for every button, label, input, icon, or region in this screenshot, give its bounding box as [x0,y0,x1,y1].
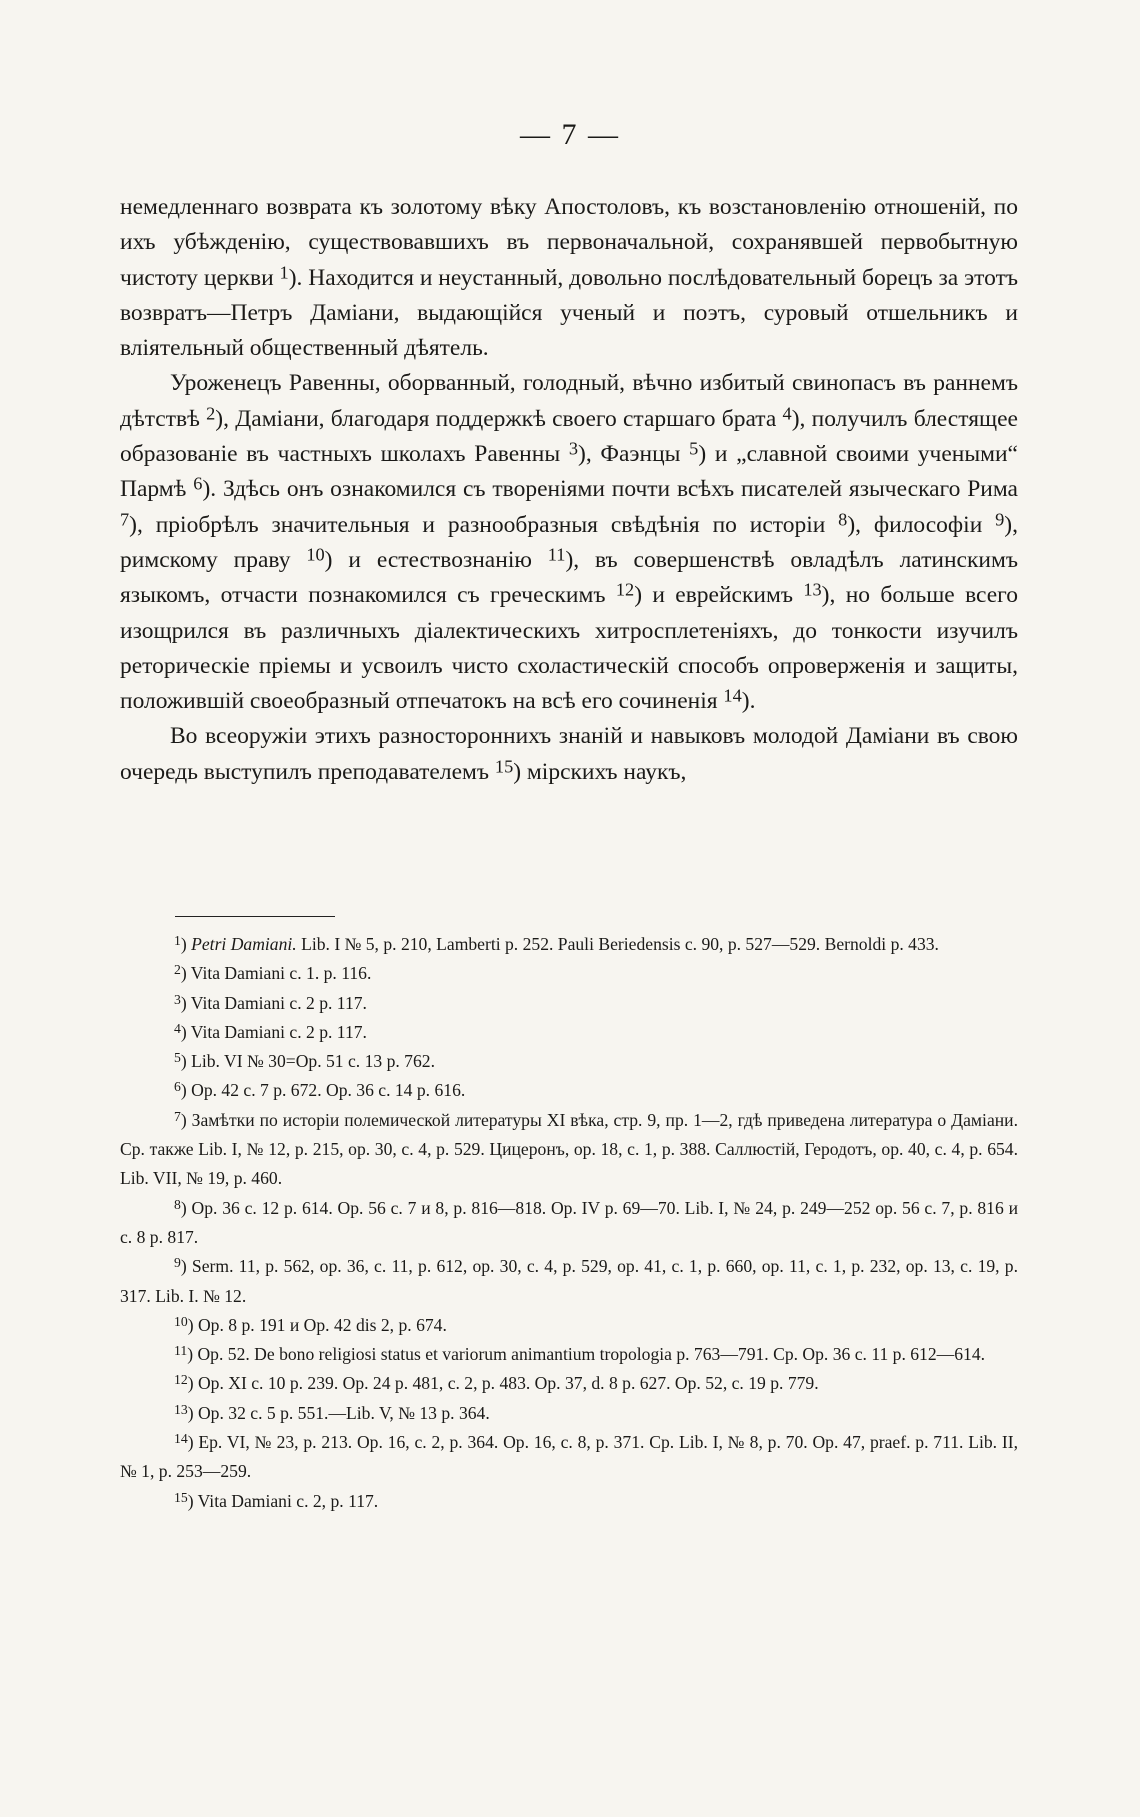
footnote-marker: 6 [193,473,203,494]
footnotes-block [120,930,1018,1516]
text-run: ). Здѣсь онъ ознакомился съ твореніями почти всѣхъ писателей языческаго Рима [202,476,1018,503]
text-run: ) Op. XI c. 10 p. 239. Op. 24 p. 481, c. 2, p. 483. Op. 37, d. 8 p. 627. Op. 52, c. 19 p. 779. [187,1373,819,1394]
footnote-marker: 10 [174,1314,188,1330]
footnote [120,1076,1018,1105]
text-run: ), римскому праву [120,511,1018,573]
text-run: ). [741,688,756,715]
footnote [120,959,1018,988]
footnote [120,989,1018,1018]
text-run: ), пріобрѣлъ значительныя и разнообразныя свѣдѣнія по исторіи [129,511,839,538]
footnote [120,930,1018,959]
footnote-marker: 1 [279,262,289,283]
footnote-marker: 15 [494,756,514,777]
text-run: ) Op. 42 c. 7 p. 672. Op. 36 c. 14 p. 616. [180,1080,466,1101]
text-run: ) [180,934,192,954]
footnote-marker: 3 [174,991,181,1007]
italic-text: Petri Damiani. [191,934,297,954]
footnote-marker: 7 [174,1108,181,1124]
footnote-marker: 13 [803,579,822,600]
text-run: ), но больше всего изощрился въ различныхъ діалектическихъ хитросплетеніяхъ, до тонкости изучилъ реторическіе пріемы и усвоилъ чисто схоластическій способъ опроверженія и защиты, положившій своеобразный отпечатокъ на всѣ его сочиненія [120,582,1018,715]
text-run: ). Находится и неустанный, довольно послѣдовательный борецъ за этотъ возвратъ—Петръ Даміани, выдающійся ученый и поэтъ, суровый отшельникъ и вліятельный общественный дѣятель. [120,264,1018,362]
footnote-marker: 7 [120,509,130,530]
footnote-marker: 12 [615,579,635,600]
text-run: ) и „славной своими учеными“ Пармѣ [120,441,1018,503]
footnote-divider [175,916,335,917]
text-run: ) Op. 36 c. 12 p. 614. Op. 56 c. 7 и 8, p. 816—818. Op. IV p. 69—70. Lib. I, № 24, p. 249—252 op. 56 c. 7, p. 816 и c. 8 p. 817. [120,1197,1018,1247]
text-run: ) Vita Damiani c. 1. p. 116. [180,963,372,984]
text-run: ) мірскихъ наукъ, [513,758,687,785]
footnote-marker: 8 [838,509,848,530]
text-run: ) Op. 32 c. 5 p. 551.—Lib. V, № 13 p. 364. [187,1402,490,1423]
footnote [120,1047,1018,1076]
text-run: ), Фаэнцы [578,441,690,468]
text-run: ) Vita Damiani c. 2 p. 117. [180,1021,367,1042]
footnote-marker: 1 [174,933,181,949]
text-run: ) и еврейскимъ [634,582,804,609]
footnote-marker: 6 [174,1079,181,1095]
text-run: ), въ совершенствѣ овладѣлъ латинскимъ языкомъ, отчасти познакомился съ греческимъ [120,546,1018,609]
footnote-marker: 15 [174,1489,188,1505]
text-run: ), Даміани, благодаря поддержкѣ своего старшаго брата [215,405,783,432]
footnote-marker: 10 [306,544,325,565]
footnote-marker: 13 [174,1401,188,1417]
footnote [120,1369,1018,1398]
footnote-marker: 14 [723,685,742,706]
text-run: ) Замѣтки по исторіи полемической литературы XI вѣка, стр. 9, пр. 1—2, гдѣ приведена литература о Даміани. Ср. также Lib. I, № 12, p. 215, op. 30, c. 4, p. 529. Цицеронъ, op. 18, c. 1, p. 388. Саллюстій, Геродотъ, op. 40, c. 4, p. 654. Lib. VII, № 19, p. 460. [120,1109,1018,1189]
footnote [120,1487,1018,1516]
footnote [120,1428,1018,1487]
footnote-marker: 2 [174,962,181,978]
text-run: ) Lib. VI № 30=Op. 51 c. 13 p. 762. [180,1051,435,1072]
footnote-marker: 9 [995,509,1005,530]
text-run: Уроженецъ Равенны, оборванный, голодный, вѣчно избитый свинопасъ въ раннемъ дѣтствѣ [120,370,1018,432]
text-run: ) и естествознанію [324,546,548,573]
footnote-marker: 2 [206,403,216,424]
footnote-marker: 5 [174,1050,181,1066]
text-run: ) Ep. VI, № 23, p. 213. Op. 16, c. 2, p. 364. Op. 16, c. 8, p. 371. Cp. Lib. I, № 8, p. 70. Op. 47, praef. p. 711. Lib. II, № 1, p. 253—259. [120,1432,1018,1482]
footnote-marker: 9 [174,1255,181,1271]
text-run: немедленнаго возврата къ золотому вѣку Апостоловъ, къ возстановленію отношеній, по ихъ убѣжденію, существовавшихъ въ первоначальной, сохранявшей первобытную чистоту церкви [120,194,1018,291]
footnote-marker: 12 [174,1372,188,1388]
text-run: Lib. I № 5, p. 210, Lamberti p. 252. Pauli Beriedensis c. 90, p. 527—529. Bernoldi p. 433. [296,934,939,954]
body-paragraph [120,719,1018,790]
footnote [120,1399,1018,1428]
footnote [120,1311,1018,1340]
footnote [120,1018,1018,1047]
text-run: ) Vita Damiani c. 2, p. 117. [187,1490,379,1511]
footnote-marker: 11 [174,1343,188,1359]
page-number: — 7 — [520,118,620,151]
text-run: ), получилъ блестящее образованіе въ частныхъ школахъ Равенны [120,405,1018,468]
body-paragraph [120,190,1018,366]
footnote-marker: 8 [174,1196,181,1212]
text-run: ) Serm. 11, p. 562, op. 36, c. 11, p. 612, op. 30, c. 4, p. 529, op. 41, c. 1, p. 660, op. 11, c. 1, p. 232, op. 13, c. 19, p. 317. Lib. I. № 12. [120,1256,1018,1306]
text-run: ), философіи [847,511,996,538]
text-run: ) Op. 52. De bono religiosi status et variorum animantium tropologia p. 763—791. Cp. Op. 36 c. 11 p. 612—614. [187,1344,986,1365]
footnote-marker: 4 [782,403,792,424]
text-run: ) Vita Damiani c. 2 p. 117. [180,992,367,1013]
footnote [120,1106,1018,1194]
footnote [120,1340,1018,1369]
footnote-marker: 11 [547,544,566,565]
footnote-marker: 3 [568,438,579,459]
main-text [120,190,1018,790]
footnote [120,1194,1018,1253]
text-run: Во всеоружіи этихъ разностороннихъ знаній и навыковъ молодой Даміани въ свою очередь выступилъ преподавателемъ [120,723,1018,785]
footnote-marker: 14 [174,1431,188,1447]
footnote-marker: 5 [689,438,699,459]
body-paragraph [120,366,1018,719]
footnote-marker: 4 [174,1021,181,1037]
footnote [120,1252,1018,1311]
text-run: ) Op. 8 p. 191 и Op. 42 dis 2, p. 674. [187,1314,447,1335]
